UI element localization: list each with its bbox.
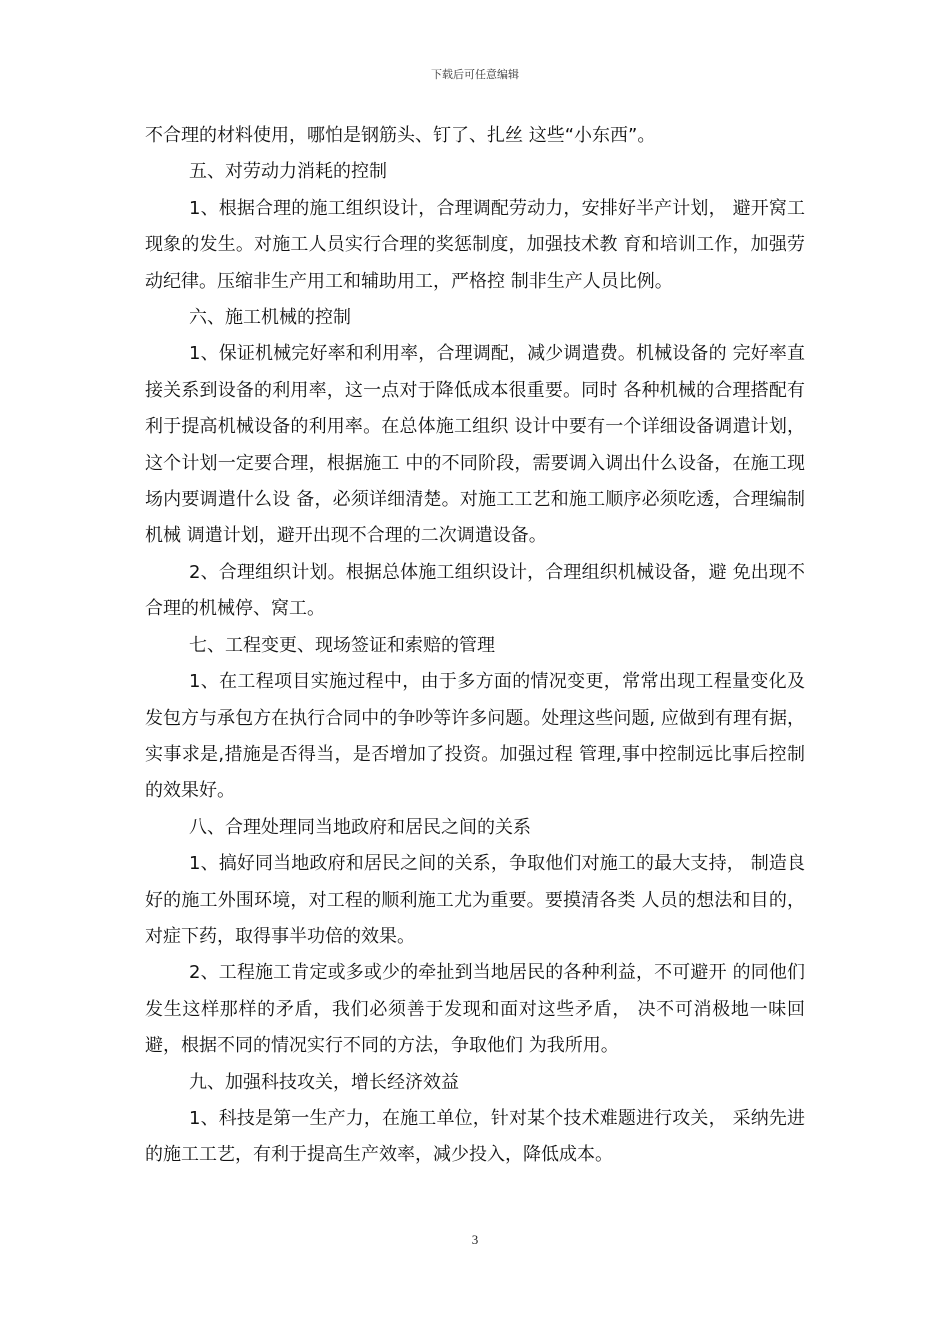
paragraph: 1、保证机械完好率和利用率，合理调配，减少调遣费。机械设备的 完好率直接关系到设备的利用率，这一点对于降低成本很重要。同时 各种机械的合理搭配有利于提高机械设备的利用率。在总体施工组织 设计中要有一个详细设备调遣计划，这个计划一定要合理，根据施工 中的不同阶段，需要调入调出什么设备，在施工现场内要调遣什么设 备，必须详细清楚。对施工工艺和施工顺序必须吃透，合理编制机械 调遣计划，避开出现不合理的二次调遣设备。	[145, 343, 805, 547]
document-body	[145, 118, 805, 1174]
section-heading-9: 九、加强科技攻关，增长经济效益	[189, 1071, 459, 1093]
paragraph: 2、合理组织计划。根据总体施工组织设计，合理组织机械设备，避 免出现不合理的机械停、窝工。	[145, 561, 805, 620]
paragraph: 1、科技是第一生产力，在施工单位，针对某个技术难题进行攻关， 采纳先进的施工工艺，有利于提高生产效率，减少投入，降低成本。	[145, 1107, 805, 1166]
paragraph: 1、根据合理的施工组织设计，合理调配劳动力，安排好半产计划， 避开窝工现象的发生。对施工人员实行合理的奖惩制度，加强技术教 育和培训工作，加强劳动纪律。压缩非生产用工和辅助用工，严格控 制非生产人员比例。	[145, 197, 805, 292]
section-heading-5: 五、对劳动力消耗的控制	[189, 161, 387, 183]
page-header: 下载后可任意编辑	[431, 68, 519, 81]
section-heading-6: 六、施工机械的控制	[189, 307, 351, 329]
page-number: 3	[471, 1232, 479, 1247]
section-heading-8: 八、合理处理同当地政府和居民之间的关系	[189, 816, 531, 838]
paragraph: 1、在工程项目实施过程中，由于多方面的情况变更，常常出现工程量变化及发包方与承包方在执行合同中的争吵等许多问题。处理这些问题, 应做到有理有据，实事求是,措施是否得当，是否增加了投资。加强过程 管理,事中控制远比事后控制的效果好。	[145, 671, 805, 802]
paragraph-continuation: 不合理的材料使用，哪怕是钢筋头、钉了、扎丝 这些“小东西”。	[145, 125, 656, 146]
paragraph: 2、工程施工肯定或多或少的牵扯到当地居民的各种利益，不可避开 的同他们发生这样那样的矛盾，我们必须善于发现和面对这些矛盾， 决不可消极地一味回避，根据不同的情况实行不同的方法，争取他们 为我所用。	[145, 962, 805, 1057]
paragraph: 1、搞好同当地政府和居民之间的关系，争取他们对施工的最大支持， 制造良好的施工外围环境，对工程的顺利施工尤为重要。要摸清各类 人员的想法和目的，对症下药，取得事半功倍的效果。	[145, 853, 805, 947]
section-heading-7: 七、工程变更、现场签证和索赔的管理	[189, 634, 495, 656]
